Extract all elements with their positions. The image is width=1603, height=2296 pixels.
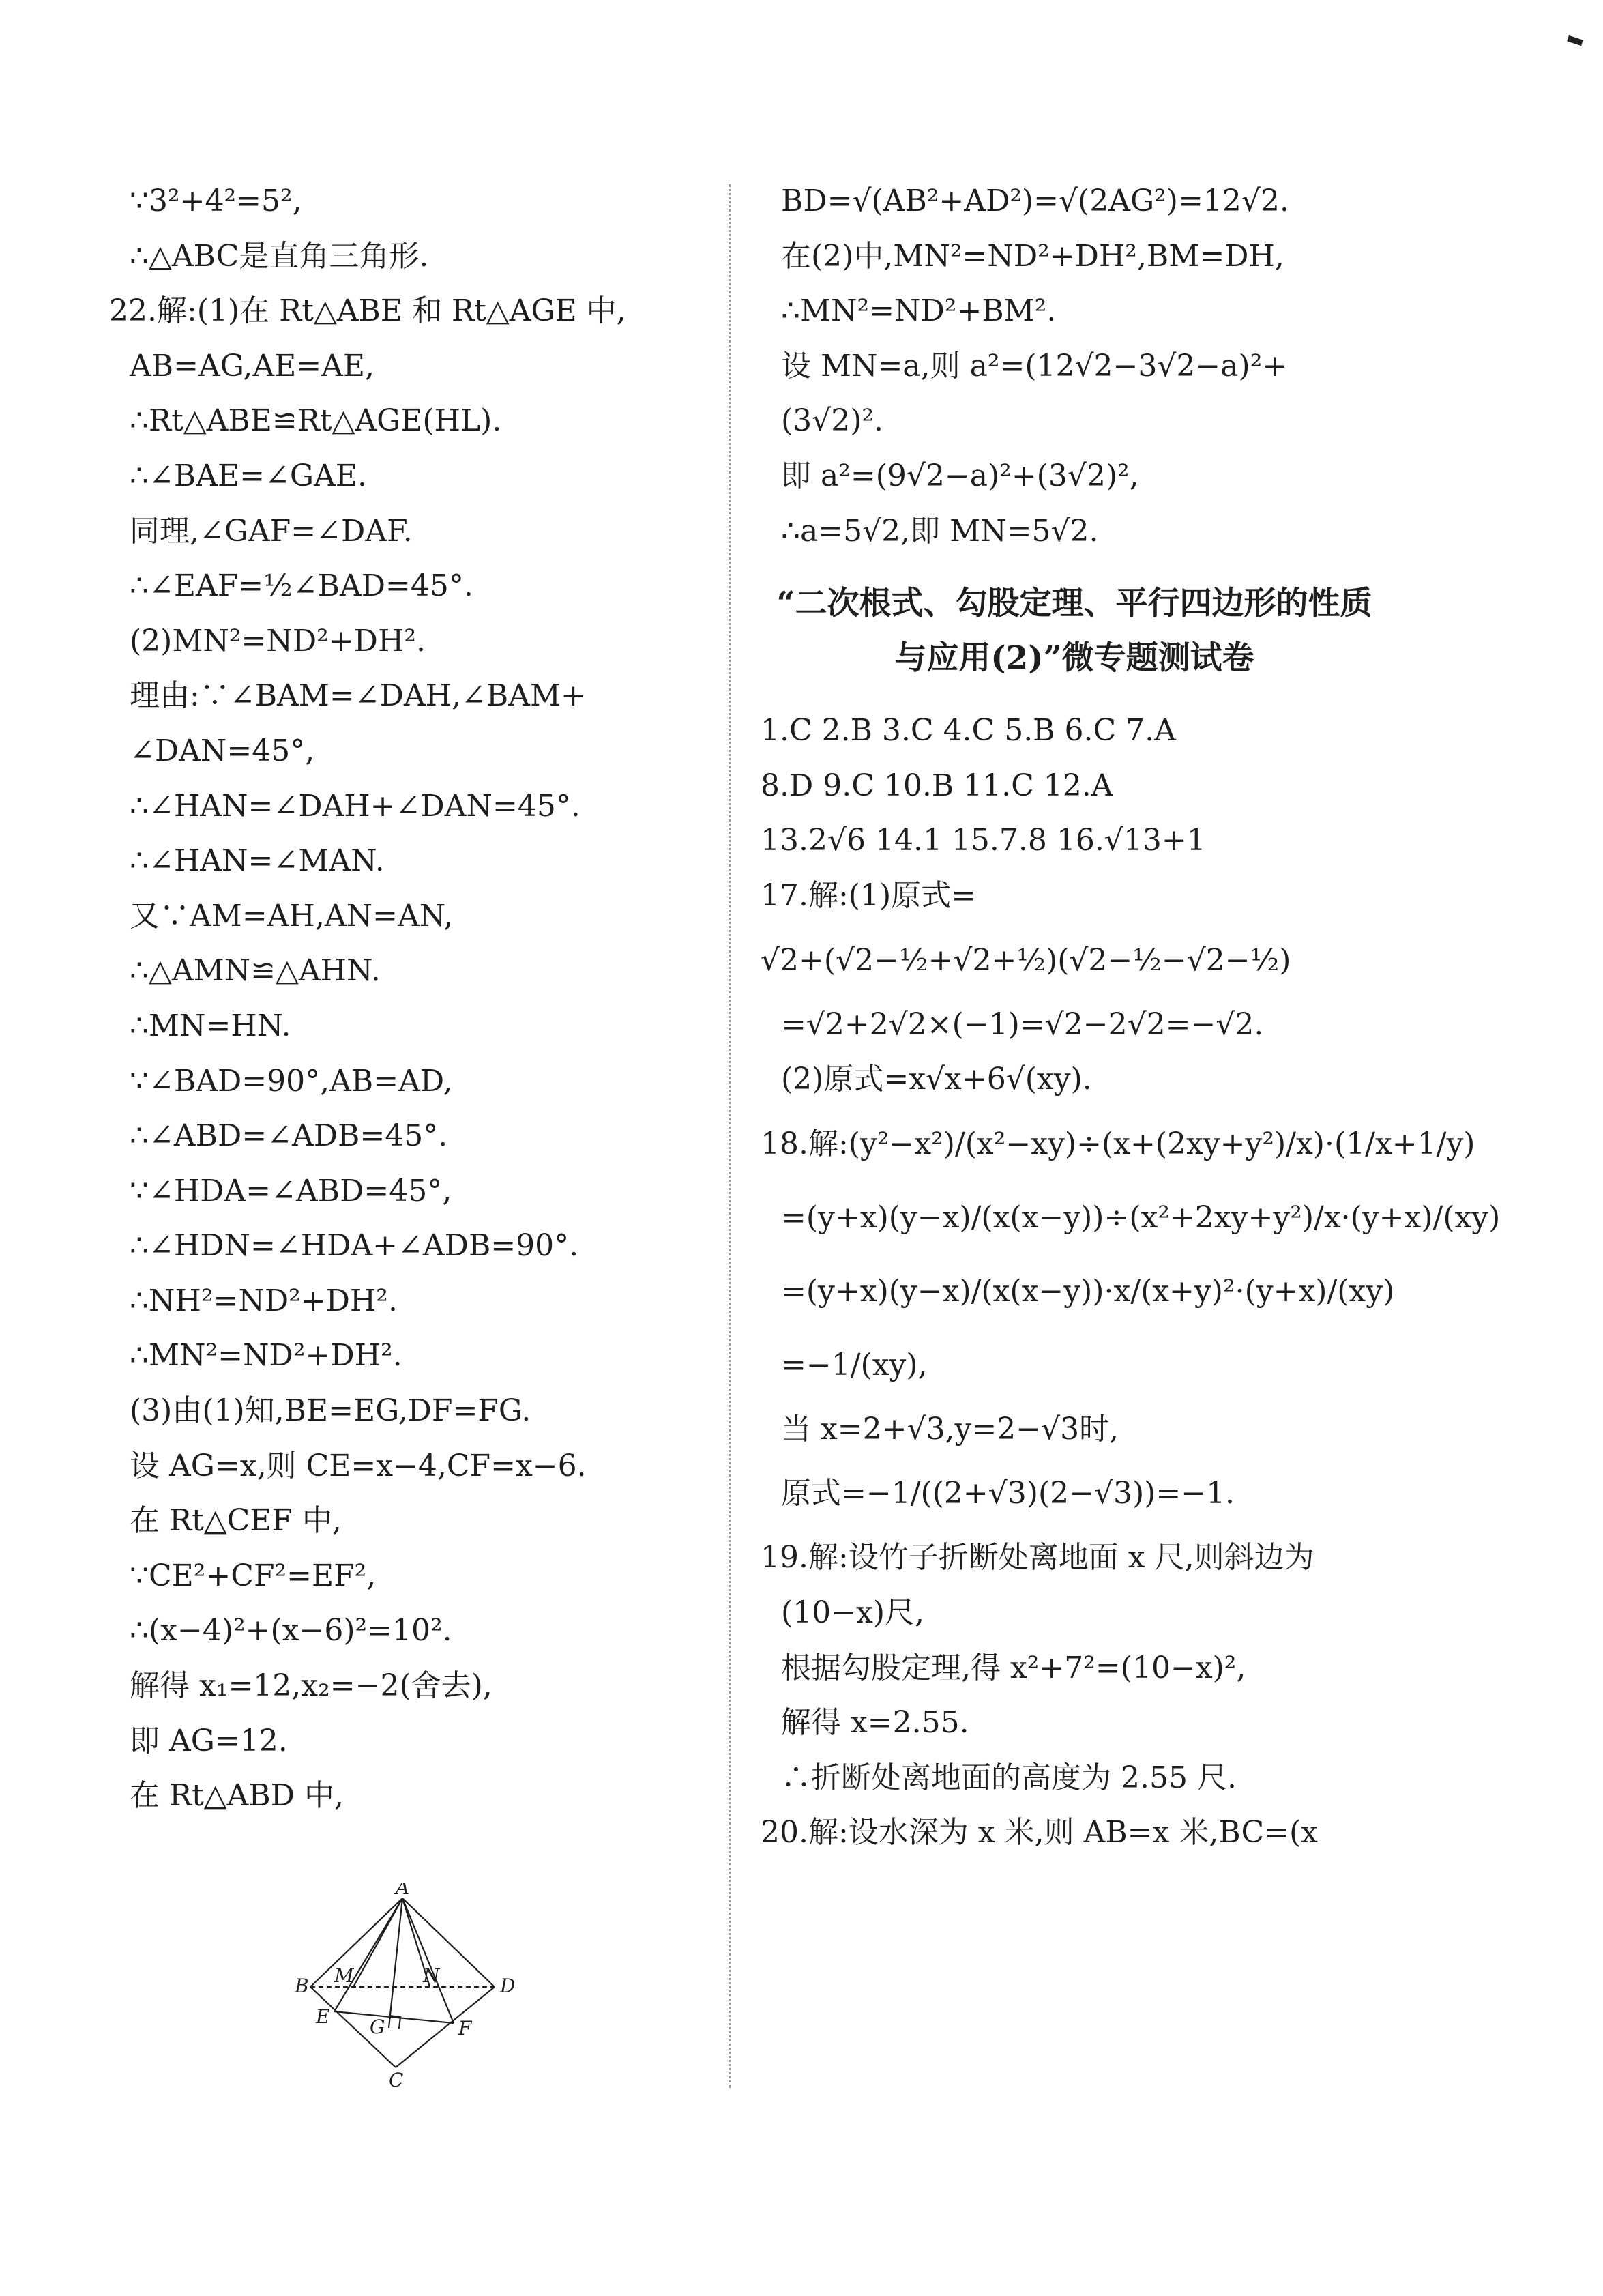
right-column [761, 174, 1501, 1861]
text-line: BD=√(AB²+AD²)=√(2AG²)=12√2. [781, 184, 1289, 218]
text-line: ∵3²+4²=5², [130, 184, 302, 218]
answer-row: 13.2√6 14.1 15.7.8 16.√13+1 [761, 823, 1206, 858]
label-d: D [500, 1975, 516, 1997]
text-line: 解得 x=2.55. [781, 1705, 969, 1741]
text-line: ∠DAN=45°, [130, 733, 315, 768]
text-line: ∴∠HAN=∠MAN. [130, 843, 385, 879]
text-line: ∴a=5√2,即 MN=5√2. [781, 513, 1099, 549]
text-line: =(y+x)(y−x)/(x(x−y))÷(x²+2xy+y²)/x·(y+x)/(xy) [781, 1200, 1501, 1235]
text-line: (3)由(1)知,BE=EG,DF=FG. [130, 1393, 531, 1429]
text-line: =√2+2√2×(−1)=√2−2√2=−√2. [781, 1006, 1264, 1042]
section-title-line-1: “二次根式、勾股定理、平行四边形的性质 [776, 585, 1372, 623]
text-line: 又∵AM=AH,AN=AN, [130, 898, 454, 933]
text-line: 当 x=2+√3,y=2−√3时, [781, 1411, 1119, 1447]
text-line: √2+(√2−½+√2+½)(√2−½−√2−½) [761, 942, 1291, 978]
label-g: G [370, 2016, 385, 2038]
text-line: 同理,∠GAF=∠DAF. [130, 513, 413, 549]
text-line: AB=AG,AE=AE, [130, 348, 374, 383]
answer-row: 8.D 9.C 10.B 11.C 12.A [761, 768, 1113, 803]
text-line: 设 MN=a,则 a²=(12√2−3√2−a)²+ [781, 348, 1288, 383]
text-line: 在 Rt△CEF 中, [130, 1503, 342, 1539]
text-line: ∴(x−4)²+(x−6)²=10². [130, 1613, 452, 1648]
text-line: (10−x)尺, [781, 1595, 924, 1630]
problem-22-heading: 22.解:(1)在 Rt△ABE 和 Rt△AGE 中, [109, 293, 626, 329]
problem-17-heading: 17.解:(1)原式= [761, 877, 976, 913]
text-line: (3√2)². [781, 403, 883, 439]
label-c: C [389, 2069, 404, 2088]
problem-18-heading: 18.解:(y²−x²)/(x²−xy)÷(x+(2xy+y²)/x)·(1/x+1/y) [761, 1126, 1475, 1161]
square-diagram-svg [293, 1883, 539, 2088]
text-line: 根据勾股定理,得 x²+7²=(10−x)², [781, 1650, 1246, 1685]
answer-row: 1.C 2.B 3.C 4.C 5.B 6.C 7.A [761, 713, 1176, 749]
text-line: 即 AG=12. [130, 1723, 288, 1758]
text-line: ∴Rt△ABE≌Rt△AGE(HL). [130, 403, 502, 439]
label-e: E [316, 2005, 330, 2028]
text-line: ∴NH²=ND²+DH². [130, 1283, 398, 1318]
text-line: =(y+x)(y−x)/(x(x−y))·x/(x+y)²·(y+x)/(xy) [781, 1273, 1395, 1309]
text-line: 在(2)中,MN²=ND²+DH²,BM=DH, [781, 238, 1284, 274]
text-line: ∴∠EAF=½∠BAD=45°. [130, 568, 473, 604]
text-line: ∴∠HDN=∠HDA+∠ADB=90°. [130, 1228, 579, 1264]
text-line: ∴△ABC是直角三角形. [130, 238, 429, 274]
text-line: ∴∠HAN=∠DAH+∠DAN=45°. [130, 788, 580, 824]
text-line: 理由:∵∠BAM=∠DAH,∠BAM+ [130, 678, 586, 714]
text-line: 即 a²=(9√2−a)²+(3√2)², [781, 458, 1139, 493]
text-line: ∴∠BAE=∠GAE. [130, 458, 367, 493]
text-line: (2)MN²=ND²+DH². [130, 623, 426, 658]
label-b: B [295, 1975, 309, 1997]
label-n: N [423, 1964, 440, 1987]
problem-20-heading: 20.解:设水深为 x 米,则 AB=x 米,BC=(x [761, 1815, 1318, 1850]
text-line: ∵CE²+CF²=EF², [130, 1558, 377, 1593]
text-line: ∴MN²=ND²+BM². [781, 293, 1057, 329]
text-line: ∵∠HDA=∠ABD=45°, [130, 1173, 452, 1208]
label-f: F [458, 2017, 472, 2039]
text-line: 原式=−1/((2+√3)(2−√3))=−1. [781, 1476, 1235, 1511]
problem-19-heading: 19.解:设竹子折断处离地面 x 尺,则斜边为 [761, 1540, 1314, 1575]
text-line: ∴△AMN≌△AHN. [130, 953, 381, 989]
label-m: M [334, 1964, 354, 1987]
left-column [109, 174, 709, 1824]
text-line: ∴MN²=ND²+DH². [130, 1338, 402, 1374]
text-line: ∴MN=HN. [130, 1008, 291, 1043]
text-line: 在 Rt△ABD 中, [130, 1778, 344, 1814]
text-line: ∴∠ABD=∠ADB=45°. [130, 1118, 448, 1154]
geometry-figure [293, 1883, 539, 2088]
section-title-line-2: 与应用(2)”微专题测试卷 [894, 639, 1254, 678]
text-line: 解得 x₁=12,x₂=−2(舍去), [130, 1668, 492, 1704]
text-line: ∴折断处离地面的高度为 2.55 尺. [781, 1760, 1237, 1795]
text-line: ∵∠BAD=90°,AB=AD, [130, 1063, 453, 1099]
label-a: A [396, 1883, 410, 1899]
column-divider [729, 184, 731, 2088]
corner-mark [1567, 35, 1583, 46]
text-line: 设 AG=x,则 CE=x−4,CF=x−6. [130, 1448, 587, 1483]
text-line: =−1/(xy), [781, 1347, 928, 1382]
text-line: (2)原式=x√x+6√(xy). [781, 1062, 1092, 1097]
